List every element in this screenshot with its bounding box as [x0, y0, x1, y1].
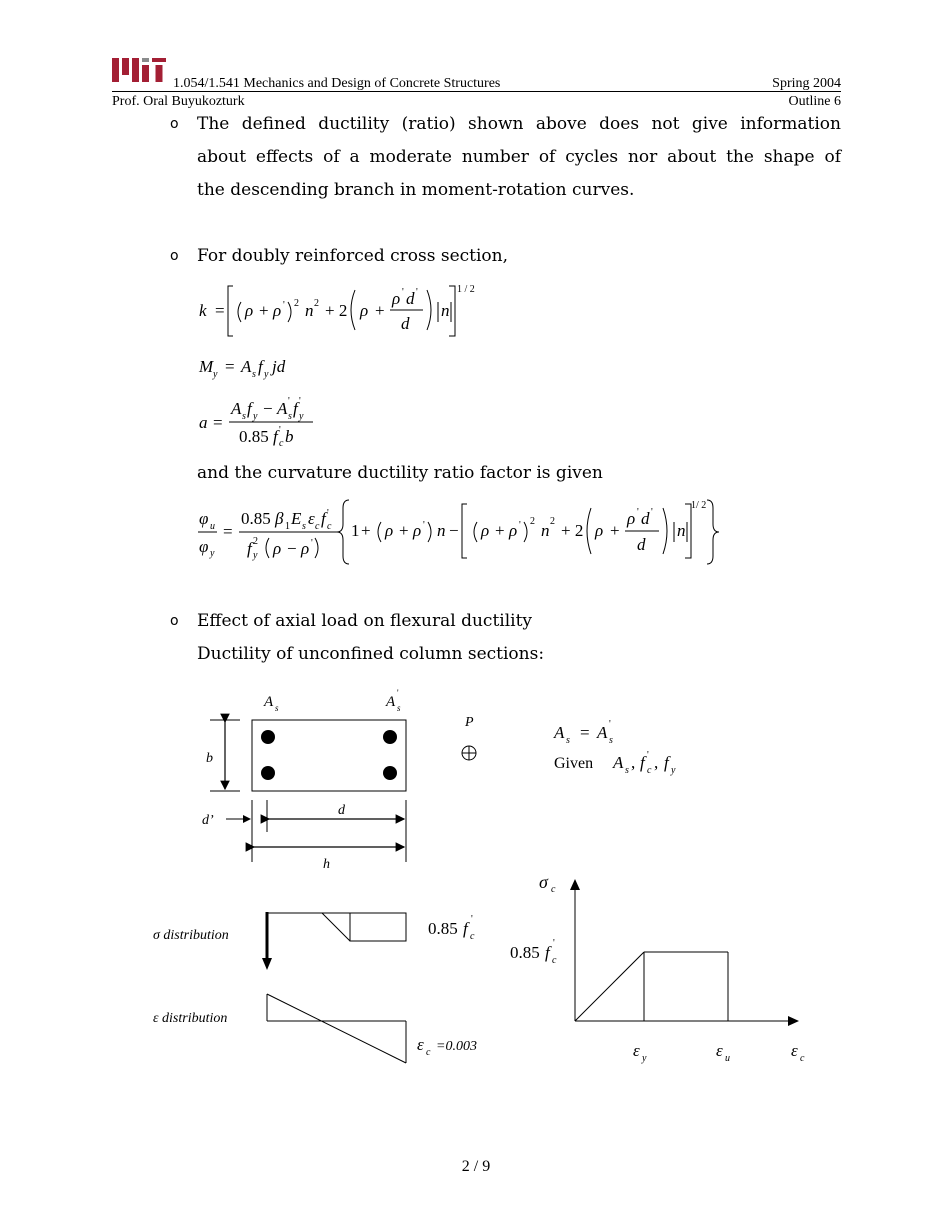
svg-text:a: a [199, 413, 208, 432]
svg-text:ρ: ρ [245, 301, 254, 320]
svg-text:A: A [554, 723, 565, 742]
stress-value-label [428, 914, 475, 942]
svg-text:A: A [264, 694, 274, 710]
svg-text:σ: σ [539, 872, 548, 892]
svg-text:f: f [321, 509, 326, 528]
svg-text:c: c [426, 1047, 431, 1058]
svg-text:=: = [225, 357, 235, 376]
svg-text:M: M [199, 357, 214, 376]
svg-text:u: u [210, 521, 215, 532]
svg-text:0.85: 0.85 [239, 427, 269, 446]
bullet-marker: o [170, 248, 179, 264]
equation-a [195, 392, 335, 452]
svg-text:y: y [264, 369, 269, 380]
svg-text:−: − [287, 539, 297, 558]
svg-text:ρ: ρ [392, 289, 401, 308]
bullet-marker: o [170, 613, 179, 629]
rebar [261, 730, 275, 744]
svg-text:−: − [449, 521, 459, 540]
svg-text:+: + [361, 521, 371, 540]
svg-text:E: E [291, 509, 302, 528]
svg-text:y: y [642, 1053, 647, 1064]
svg-text:c: c [470, 931, 475, 942]
svg-text:2: 2 [530, 516, 535, 527]
svg-text:+ 2: + 2 [325, 301, 348, 320]
svg-text:': ' [288, 396, 290, 407]
svg-text:u: u [725, 1053, 730, 1064]
mit-logo [112, 58, 166, 82]
bullet-1-text [197, 108, 841, 207]
svg-text:c: c [279, 438, 284, 449]
svg-text:': ' [279, 425, 281, 436]
svg-text:k: k [199, 301, 207, 320]
svg-text:n: n [305, 301, 314, 320]
plot-stress-value-label [510, 938, 557, 966]
svg-text:f: f [640, 753, 645, 772]
svg-text:1: 1 [285, 521, 290, 532]
label-d: d [338, 803, 345, 818]
svg-text:s: s [242, 411, 246, 422]
svg-text:0.85: 0.85 [241, 509, 271, 528]
elastic-branch [575, 952, 644, 1021]
svg-text:=: = [580, 723, 590, 742]
rebar [261, 766, 275, 780]
svg-text:y: y [253, 411, 258, 422]
svg-text:0.85: 0.85 [428, 919, 458, 938]
bullet-1-line-3: the descending branch in moment-rotation curves. [197, 180, 635, 200]
svg-text:ε: ε [308, 509, 315, 528]
svg-text:A: A [597, 723, 608, 742]
svg-text:d: d [406, 289, 415, 308]
svg-text:−: − [263, 399, 273, 418]
svg-text:β: β [275, 509, 284, 528]
axis-label-eps-c [791, 1041, 805, 1064]
svg-text:ρ: ρ [360, 301, 369, 320]
svg-text:A: A [241, 357, 252, 376]
bullet-1-line-2: about effects of a moderate number of cycles nor about the shape of [197, 147, 841, 167]
svg-text:1: 1 [351, 521, 360, 540]
label-b: b [206, 751, 213, 766]
svg-text:+: + [495, 521, 505, 540]
stress-block [267, 913, 406, 941]
svg-text:': ' [283, 300, 285, 311]
svg-text:ε: ε [716, 1041, 723, 1060]
svg-text:2: 2 [294, 298, 299, 309]
outline-label: Outline 6 [788, 94, 841, 109]
svg-text:+: + [610, 521, 620, 540]
svg-text:s: s [275, 703, 279, 713]
svg-text:c: c [647, 765, 652, 776]
svg-text:d: d [401, 314, 410, 333]
svg-text:ε: ε [633, 1041, 640, 1060]
header-rule [112, 91, 841, 92]
stress-strain-plot [570, 879, 799, 1026]
svg-text:A: A [231, 399, 242, 418]
svg-text:ρ: ρ [509, 521, 518, 540]
svg-text:A: A [386, 694, 396, 710]
axis-label-sigma-c [539, 872, 556, 895]
svg-text:': ' [327, 508, 329, 519]
svg-text:1 / 2: 1 / 2 [457, 284, 475, 295]
svg-text:φ: φ [199, 509, 209, 528]
svg-text:n: n [441, 301, 450, 320]
svg-text:': ' [647, 750, 649, 761]
svg-text:A: A [613, 753, 624, 772]
rebar [383, 766, 397, 780]
svg-text:1/ 2: 1/ 2 [691, 500, 707, 511]
svg-text:2: 2 [550, 516, 555, 527]
tick-label-eps-y [633, 1041, 647, 1064]
svg-text:s: s [566, 735, 570, 746]
svg-text:': ' [423, 520, 425, 531]
svg-text:jd: jd [272, 357, 286, 376]
svg-text:b: b [285, 427, 294, 446]
svg-text:+: + [375, 301, 385, 320]
svg-text:s: s [625, 765, 629, 776]
svg-text:ε: ε [417, 1035, 424, 1054]
svg-text:': ' [637, 507, 639, 518]
svg-text:s: s [609, 735, 613, 746]
svg-text:s: s [288, 411, 292, 422]
svg-text:s: s [302, 521, 306, 532]
svg-text:': ' [397, 688, 399, 698]
svg-text:': ' [519, 520, 521, 531]
bullet-3-line-1: Effect of axial load on flexural ductility [197, 611, 533, 631]
svg-text:y: y [299, 411, 304, 422]
svg-text:A: A [277, 399, 288, 418]
given-equation [554, 750, 676, 776]
strain-diagram [267, 994, 406, 1063]
svg-text:n: n [437, 521, 446, 540]
svg-text:ρ: ρ [273, 301, 282, 320]
svg-text:c: c [315, 521, 320, 532]
bullet-marker: o [170, 116, 179, 132]
svg-text:+ 2: + 2 [561, 521, 584, 540]
svg-text:2: 2 [314, 298, 319, 309]
equation-curvature [195, 494, 725, 566]
label-P: P [465, 715, 474, 730]
svg-text:ρ: ρ [627, 509, 636, 528]
svg-text:f: f [258, 357, 263, 376]
svg-text:=: = [213, 413, 223, 432]
curvature-text: and the curvature ductility ratio factor is given [197, 463, 603, 483]
term-label: Spring 2004 [772, 76, 841, 91]
svg-text:': ' [609, 719, 611, 730]
svg-text:d: d [641, 509, 650, 528]
epsilon-distribution-label: ε distribution [153, 1011, 228, 1026]
bullet-3-line-2: Ductility of unconfined column sections: [197, 644, 545, 664]
svg-text:c: c [327, 521, 332, 532]
label-d-prime: d’ [202, 813, 214, 828]
svg-text:ρ: ρ [273, 539, 282, 558]
label-As-left [263, 694, 279, 713]
strain-value-label [417, 1035, 477, 1058]
rebar [383, 730, 397, 744]
cross-section-rectangle [252, 720, 406, 791]
svg-text:ρ: ρ [385, 521, 394, 540]
equation-k [195, 278, 485, 342]
svg-text:=0.003: =0.003 [436, 1039, 477, 1054]
svg-text:=: = [223, 522, 233, 541]
svg-text:s: s [252, 369, 256, 380]
svg-text:φ: φ [199, 537, 209, 556]
svg-text:,: , [654, 753, 659, 772]
svg-text:s: s [397, 703, 401, 713]
svg-text:': ' [311, 538, 313, 549]
svg-text:': ' [553, 938, 555, 949]
svg-text:': ' [651, 507, 653, 518]
label-h: h [323, 857, 330, 872]
svg-text:ρ: ρ [413, 521, 422, 540]
svg-text:': ' [471, 914, 473, 925]
equal-steel-equation [553, 719, 613, 746]
svg-text:f: f [664, 753, 669, 772]
svg-text:d: d [637, 535, 646, 554]
svg-text:ε: ε [791, 1041, 798, 1060]
svg-text:y: y [210, 548, 215, 559]
svg-text:y: y [253, 550, 258, 561]
svg-text:n: n [541, 521, 550, 540]
label-As-prime-right [385, 688, 401, 713]
svg-text:,: , [631, 753, 636, 772]
axial-load-symbol [462, 746, 476, 760]
svg-text:y: y [213, 369, 218, 380]
bullet-2-text: For doubly reinforced cross section, [197, 246, 509, 266]
svg-text:': ' [416, 287, 418, 298]
bullet-3-text [197, 605, 544, 671]
svg-text:0.85: 0.85 [510, 943, 540, 962]
svg-text:c: c [551, 884, 556, 895]
bullet-1-line-1: The defined ductility (ratio) shown above does not give information [197, 114, 841, 134]
svg-text:f: f [293, 399, 298, 418]
svg-text:f: f [247, 399, 252, 418]
tick-label-eps-u [716, 1041, 730, 1064]
svg-text:+: + [399, 521, 409, 540]
svg-text:f: f [247, 539, 252, 558]
sigma-distribution-label: σ distribution [153, 928, 229, 943]
svg-text:': ' [299, 396, 301, 407]
svg-text:f: f [273, 427, 278, 446]
svg-text:Given: Given [554, 755, 594, 772]
course-title: 1.054/1.541 Mechanics and Design of Concrete Structures [173, 76, 501, 91]
svg-text:=: = [215, 301, 225, 320]
svg-text:y: y [671, 765, 676, 776]
svg-text:+: + [259, 301, 269, 320]
svg-text:ρ: ρ [301, 539, 310, 558]
svg-text:f: f [463, 919, 468, 938]
svg-text:': ' [402, 287, 404, 298]
svg-text:c: c [800, 1053, 805, 1064]
svg-text:c: c [552, 955, 557, 966]
svg-text:f: f [545, 943, 550, 962]
column-section-figure [0, 680, 952, 1080]
professor-name: Prof. Oral Buyukozturk [112, 94, 245, 109]
svg-text:ρ: ρ [595, 521, 604, 540]
svg-text:ρ: ρ [481, 521, 490, 540]
page-number: 2 / 9 [461, 1158, 491, 1175]
svg-text:2: 2 [253, 536, 258, 547]
equation-my [195, 354, 315, 382]
svg-text:n: n [677, 521, 686, 540]
